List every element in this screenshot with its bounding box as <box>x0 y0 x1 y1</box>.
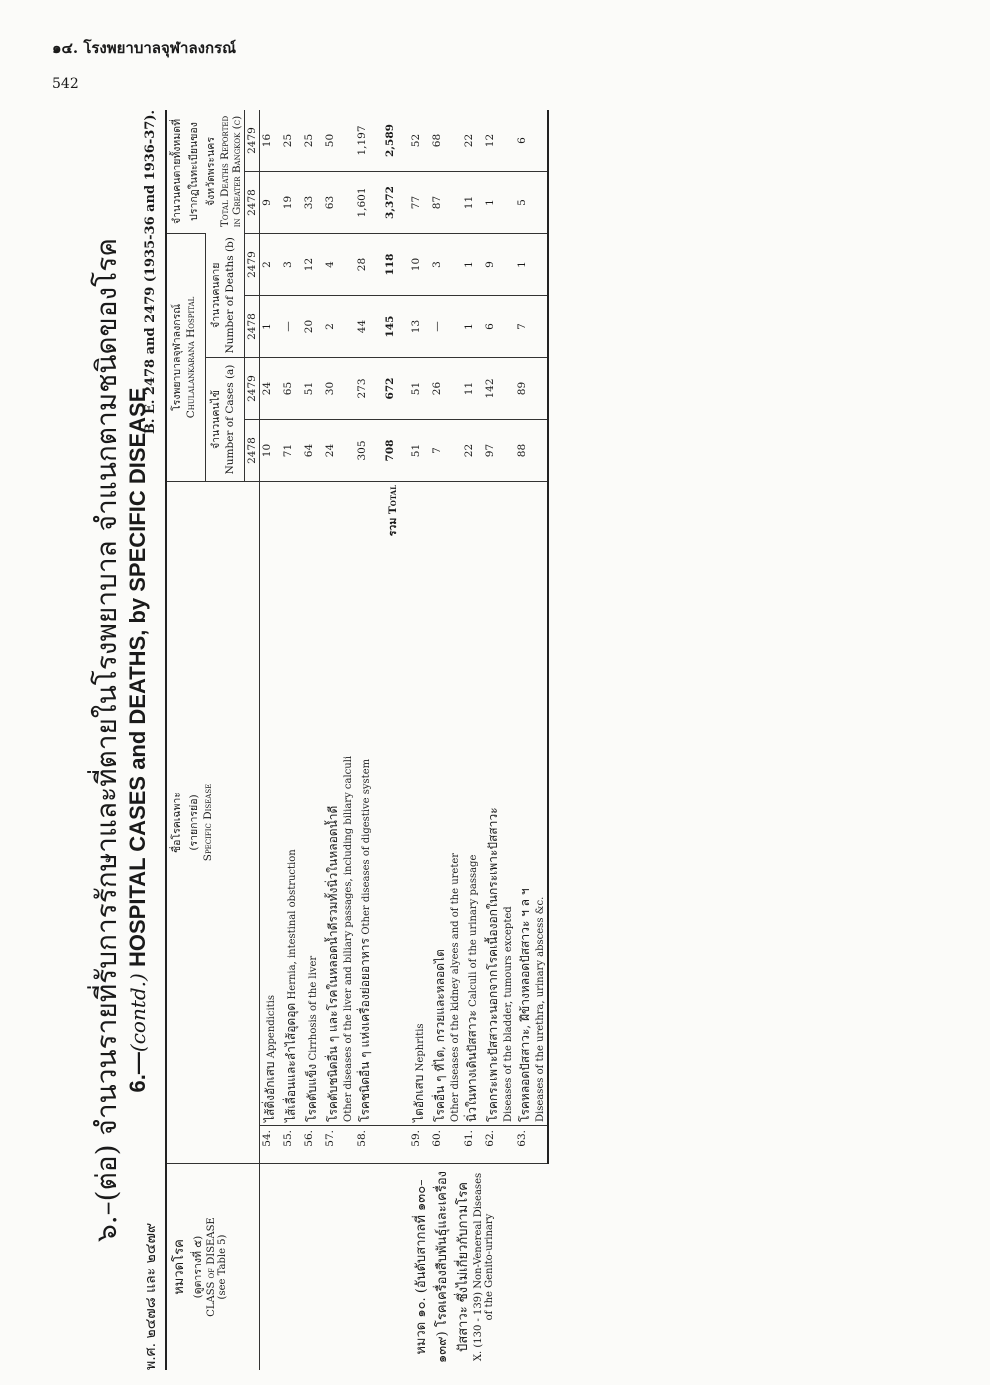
year-header: 2479 <box>245 358 260 420</box>
value-cell: 22 <box>462 420 483 482</box>
disease-cell: โรคชนิดอื่น ๆ แห่งเครื่องย่อยอาหาร Other diseases of digestive system <box>355 482 376 1126</box>
row-number: 62. <box>483 1126 515 1164</box>
value-cell: 305 <box>355 420 376 482</box>
row-number: 63. <box>515 1126 548 1164</box>
section-header: ๑๔. โรงพยาบาลจุฬาลงกรณ์ <box>52 39 237 57</box>
disease-cell: โรคตับชนิดอื่น ๆ และโรคในหลอดน้ำดีรวมทั้งนิ่วในหลอดน้ำดี Other diseases of the liver and biliary passages, including biliary calculi <box>323 482 355 1126</box>
value-cell: 6 <box>515 110 548 172</box>
value-cell: 51 <box>409 358 430 420</box>
value-cell: 28 <box>355 234 376 296</box>
value-cell: — <box>281 296 302 358</box>
value-cell: 142 <box>483 358 515 420</box>
value-cell: 25 <box>282 133 294 148</box>
table-title-thai: ๖.–(ต่อ) จำนวนรายที่รับการรักษาและที่ตายในโรงพยาบาล จำแนกตามชนิดของโรค <box>90 238 123 1242</box>
value-cell: 20 <box>302 296 323 358</box>
row-number: 61. <box>462 1126 483 1164</box>
title-number: 6.— <box>125 1052 150 1093</box>
row-number: 57. <box>323 1126 355 1164</box>
year-header: 2478 <box>245 420 260 482</box>
value-cell: 51 <box>409 420 430 482</box>
value-cell: 3 <box>430 234 462 296</box>
year-header: 2478 <box>245 172 260 234</box>
row-number: 59. <box>409 1126 430 1164</box>
year-header: 2478 <box>245 296 260 358</box>
value-cell: 25 <box>303 133 315 148</box>
value-cell: 89 <box>515 358 548 420</box>
row-number: 56. <box>302 1126 323 1164</box>
value-cell: 64 <box>302 420 323 482</box>
value-cell: 33 <box>302 172 323 234</box>
value-cell: 88 <box>515 420 548 482</box>
value-cell: 10 <box>260 420 282 482</box>
value-cell: 708 <box>376 420 409 482</box>
rotated-table-page <box>85 110 945 1370</box>
disease-cell: นิ่วในทางเดินปัสสาวะ Calculi of the urinary passage <box>462 482 483 1126</box>
value-cell: 87 <box>430 172 462 234</box>
value-cell: 5 <box>515 172 548 234</box>
value-cell: 12 <box>302 234 323 296</box>
disease-table <box>165 110 549 1370</box>
value-cell: 9 <box>483 234 515 296</box>
row-number: 60. <box>430 1126 462 1164</box>
disease-cell: โรคตับแข็ง Cirrhosis of the liver <box>302 482 323 1126</box>
title-main: HOSPITAL CASES and DEATHS, by SPECIFIC DISEASE <box>125 387 150 968</box>
year-header: 2479 <box>245 110 260 172</box>
value-cell: 19 <box>281 172 302 234</box>
value-cell: 1 <box>483 172 515 234</box>
disease-cell: โรคหลอดปัสสาวะ, ฝีข้างหลอดปัสสาวะ ฯ ล ฯ Diseases of the urethra, urinary abscess &c. <box>515 482 548 1126</box>
value-cell: 7 <box>430 420 462 482</box>
value-cell: 6 <box>483 296 515 358</box>
value-cell: 1 <box>260 296 282 358</box>
title-contd: (contd.) <box>126 973 150 1053</box>
disease-cell: โรคอื่น ๆ ที่ไต, กรวยและหลอดไต Other diseases of the kidney alyees and of the ureter <box>430 482 462 1126</box>
value-cell: 1 <box>515 234 548 296</box>
value-cell: 11 <box>462 172 483 234</box>
value-cell: 118 <box>376 234 409 296</box>
cases-header: จำนวนคนไข้ Number of Cases (a) <box>206 358 245 482</box>
value-cell: 3 <box>281 234 302 296</box>
value-cell: — <box>430 296 462 358</box>
value-cell: 3,372 <box>376 172 409 234</box>
value-cell: 10 <box>409 234 430 296</box>
total-deaths-header: จำนวนคนตายทั้งหมดที่ปรากฏในทะเบียนของจังหวัดพระนคร Total Deaths Reported in Greater Bangkok (c) <box>166 110 245 234</box>
value-cell: 12 <box>484 133 496 148</box>
value-cell: 672 <box>376 358 409 420</box>
value-cell: 51 <box>302 358 323 420</box>
class-cell: หมวด ๑๐. (อันดับสากลที่ ๑๓๐–๑๓๙) โรคเครื่องสืบพันธุ์และเครื่องปัสสาวะ ซึ่งไม่เกี่ยวกับกามโรค X. (130 - 139) Non-Venereal Diseases of the Genito-urinary <box>409 1164 548 1371</box>
value-cell: 44 <box>355 296 376 358</box>
value-cell: 77 <box>409 172 430 234</box>
disease-cell: ไตอักเสบ Nephritis <box>409 482 430 1126</box>
hospital-header: โรงพยาบาลจุฬาลงกรณ์ Chulalankarana Hospital <box>166 234 206 482</box>
value-cell: 1,197 <box>356 125 368 156</box>
value-cell: 65 <box>281 358 302 420</box>
value-cell: 68 <box>431 133 443 148</box>
total-label: รวม Total <box>376 482 409 1126</box>
years-english: B. E. 2478 and 2479 (1935-36 and 1936-37). <box>143 110 158 435</box>
disease-header: ชื่อโรคเฉพาะ (รายการย่อ) Specific Disease <box>166 482 260 1164</box>
value-cell: 1 <box>462 296 483 358</box>
table-row <box>409 110 430 1370</box>
year-header: 2479 <box>245 234 260 296</box>
row-number: 54. <box>260 1126 282 1164</box>
value-cell: 30 <box>323 358 355 420</box>
value-cell: 24 <box>323 420 355 482</box>
value-cell: 273 <box>355 358 376 420</box>
value-cell: 22 <box>463 133 475 148</box>
value-cell: 63 <box>323 172 355 234</box>
value-cell: 2 <box>260 234 282 296</box>
disease-cell: ไส้เลื่อนและลำไส้อุดอุด Hernia, intestinal obstruction <box>281 482 302 1126</box>
value-cell: 13 <box>409 296 430 358</box>
value-cell: 24 <box>260 358 282 420</box>
value-cell: 71 <box>281 420 302 482</box>
page-number: 542 <box>52 76 79 92</box>
value-cell: 9 <box>260 172 282 234</box>
value-cell: 145 <box>376 296 409 358</box>
value-cell: 2,589 <box>384 124 396 157</box>
value-cell: 16 <box>261 133 273 148</box>
value-cell: 4 <box>323 234 355 296</box>
class-header: หมวดโรค (ดูตารางที่ ๕) CLASS of DISEASE (see Table 5) <box>166 1164 260 1371</box>
value-cell: 26 <box>430 358 462 420</box>
value-cell: 97 <box>483 420 515 482</box>
disease-cell: ไส้ติ่งอักเสบ Appendicitis <box>260 482 282 1126</box>
deaths-header: จำนวนคนตาย Number of Deaths (b) <box>206 234 245 358</box>
value-cell: 52 <box>410 133 422 148</box>
value-cell: 50 <box>324 133 336 148</box>
disease-cell: โรคกระเพาะปัสสาวะนอกจากโรคเนื้องอกในกระเพาะปัสสาวะ Diseases of the bladder, tumours excepted <box>483 482 515 1126</box>
value-cell: 1,601 <box>355 172 376 234</box>
value-cell: 7 <box>515 296 548 358</box>
table-row <box>260 110 282 1370</box>
value-cell: 11 <box>462 358 483 420</box>
row-number: 55. <box>281 1126 302 1164</box>
value-cell: 1 <box>462 234 483 296</box>
years-thai: พ.ศ. ๒๔๗๘ และ ๒๔๗๙ <box>143 1222 159 1370</box>
row-number: 58. <box>355 1126 376 1164</box>
class-cell <box>260 1164 410 1371</box>
value-cell: 2 <box>323 296 355 358</box>
